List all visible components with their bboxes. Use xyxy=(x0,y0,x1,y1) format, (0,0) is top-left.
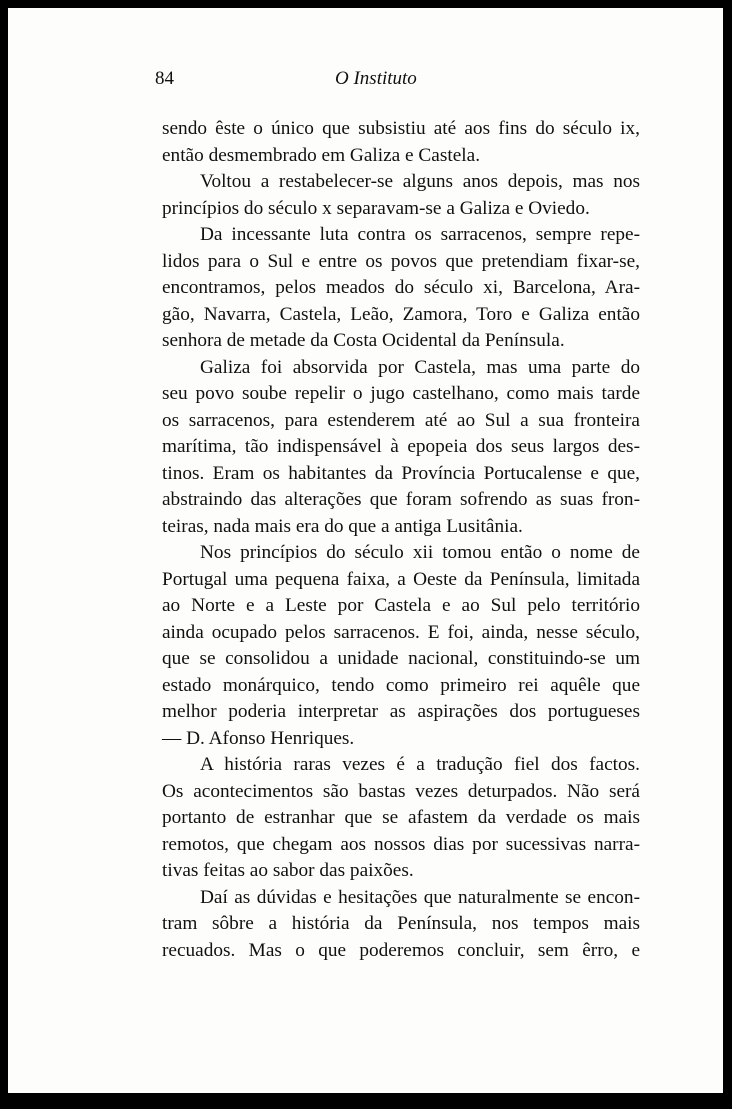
scan-border-top xyxy=(0,0,732,8)
text-line: abstraindo das alterações que foram sofrendo as suas fron- xyxy=(162,489,640,510)
text-line: Daí as dúvidas e hesitações que naturalmente se encon- xyxy=(200,886,640,908)
text-line: Galiza foi absorvida por Castela, mas uma parte do xyxy=(200,356,640,378)
scan-border-bottom xyxy=(0,1093,732,1109)
text-line: os sarracenos, para estenderem até ao Sul a sua fronteira xyxy=(162,409,640,431)
text-line: lidos para o Sul e entre os povos que pretendiam fixar-se, xyxy=(162,250,640,272)
text-line: então desmembrado em Galiza e Castela. xyxy=(162,144,481,166)
text-line: — D. Afonso Henriques. xyxy=(162,727,355,749)
text-line: tivas feitas ao sabor das paixões. xyxy=(162,860,414,881)
text-line: encontramos, pelos meados do século xi, Barcelona, Ara- xyxy=(162,277,640,298)
text-line: Portugal uma pequena faixa, a Oeste da Península, limitada xyxy=(162,568,640,590)
text-line: recuados. Mas o que poderemos concluir, sem êrro, e xyxy=(162,939,640,961)
text-line: melhor poderia interpretar as aspirações dos portugueses xyxy=(162,701,640,722)
text-line: Nos princípios do século xii tomou então o nome de xyxy=(200,542,640,563)
text-line: que se consolidou a unidade nacional, constituindo-se um xyxy=(162,648,640,669)
text-line: Os acontecimentos são bastas vezes deturpados. Não será xyxy=(162,780,640,802)
text-line: A história raras vezes é a tradução fiel dos factos. xyxy=(200,754,640,775)
running-title: O Instituto xyxy=(335,68,417,89)
text-line: tinos. Eram os habitantes da Província Portucalense e que, xyxy=(162,462,640,484)
text-line: estado monárquico, tendo como primeiro rei aquêle que xyxy=(162,674,640,696)
text-line: Voltou a restabelecer-se alguns anos depois, mas nos xyxy=(200,171,640,192)
text-line: seu povo soube repelir o jugo castelhano, como mais tarde xyxy=(162,383,640,404)
text-line: Da incessante luta contra os sarracenos, sempre repe- xyxy=(200,224,640,245)
text-line: sendo êste o único que subsistiu até aos fins do século ix, xyxy=(162,118,640,139)
text-line: senhora de metade da Costa Ocidental da Península. xyxy=(162,330,565,351)
text-line: princípios do século x separavam-se a Galiza e Oviedo. xyxy=(162,197,590,219)
text-line: portanto de estranhar que se afastem da verdade os mais xyxy=(162,807,640,828)
text-line: remotos, que chegam aos nossos dias por sucessivas narra- xyxy=(162,833,640,855)
page-number: 84 xyxy=(155,68,174,89)
text-line: teiras, nada mais era do que a antiga Lusitânia. xyxy=(162,515,523,537)
text-line: tram sôbre a história da Península, nos tempos mais xyxy=(162,913,640,934)
page-header xyxy=(155,68,645,98)
text-line: marítima, tão indispensável à epopeia dos seus largos des- xyxy=(162,436,640,457)
text-line: gão, Navarra, Castela, Leão, Zamora, Toro e Galiza então xyxy=(162,303,640,325)
scan-border-left xyxy=(0,0,8,1109)
scan-border-right xyxy=(723,0,732,1109)
text-line: ao Norte e a Leste por Castela e ao Sul pelo território xyxy=(162,595,640,616)
body-text xyxy=(162,116,640,964)
text-line: ainda ocupado pelos sarracenos. E foi, ainda, nesse século, xyxy=(162,621,640,643)
